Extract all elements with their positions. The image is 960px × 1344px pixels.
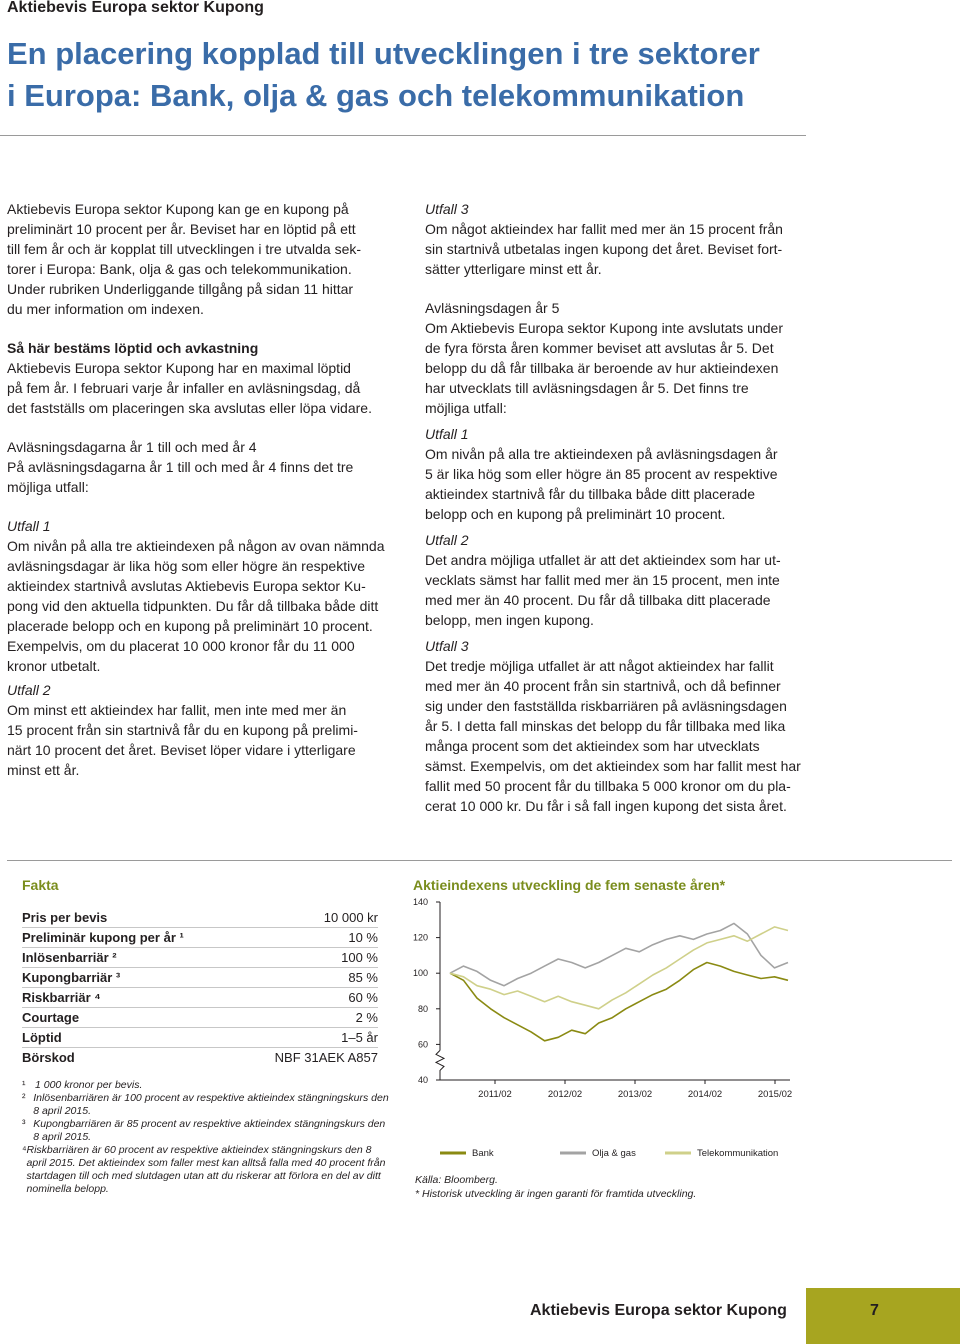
- footnote: [22, 1079, 392, 1092]
- facts-heading: Fakta: [22, 877, 59, 893]
- page-number-box: [806, 1288, 960, 1344]
- text-line: sig under den fastställda riskbarriären på avläsningsdagen: [425, 698, 787, 714]
- series-line-telekommunikation: [450, 927, 788, 1009]
- footnote-mark: ⁴: [22, 1144, 27, 1156]
- facts-label: Preliminär kupong per år ¹: [22, 930, 184, 945]
- facts-value: 85 %: [348, 970, 378, 985]
- y-tick-label: 100: [412, 968, 428, 979]
- text-line: 5 är lika hög som eller högre än 85 procent av respektive: [425, 466, 778, 482]
- facts-divider: [7, 860, 952, 861]
- x-tick-label: 2013/02: [617, 1089, 653, 1100]
- text-line: Om något aktieindex har fallit med mer än 15 procent från: [425, 221, 783, 237]
- y-tick-label: 40: [417, 1075, 428, 1085]
- text-line: sin startnivå utbetalas ingen kupong det året. Beviset fort-: [425, 241, 783, 257]
- facts-label: Kupongbarriär ³: [22, 970, 121, 985]
- text-line: kronor utbetalt.: [7, 658, 101, 674]
- facts-label: Riskbarriär ⁴: [22, 990, 101, 1005]
- text-line: Det tredje möjliga utfallet är att något aktieindex har fallit: [425, 658, 774, 674]
- text-line: på fem år. I februari varje år infaller en avläsningsdag, då: [7, 380, 361, 396]
- page-title: [7, 33, 827, 117]
- facts-row: [22, 1008, 378, 1028]
- footnote: [22, 1092, 392, 1118]
- text-line: cerat 10 000 kr. Du får i så fall ingen kupong det sista året.: [425, 798, 787, 814]
- text-line: med mer än 40 procent från sin startnivå, och då befinner: [425, 678, 781, 694]
- index-line-chart: [400, 890, 800, 1170]
- footnote: [22, 1118, 392, 1144]
- text-line: med mer än 40 procent. Du får då tillbaka ditt placerade: [425, 592, 771, 608]
- text-line: Exempelvis, om du placerat 10 000 kronor får du 11 000: [7, 638, 355, 654]
- text-line: många procent som det aktieindex som har utvecklats: [425, 738, 760, 754]
- text-line: fallit med 50 procent får du tillbaka 5 000 kronor om du pla-: [425, 778, 791, 794]
- text-line: sämst. Exempelvis, om det aktieindex som har fallit mest har: [425, 758, 801, 774]
- y-tick-label: 140: [412, 897, 428, 907]
- text-line: sätter ytterligare minst ett år.: [425, 261, 602, 277]
- utfall-heading: Utfall 1: [425, 426, 469, 442]
- footnote-text: Riskbarriären är 60 procent av respektive aktieindex stängningskurs den 8 april 2015. Det aktieindex som faller mest kan alltså falla med 40 procent från startdagen till och med slutdagen utan att du riskerar att förlora en del av ditt nominella belopp.: [26, 1144, 386, 1195]
- footnote-text: Kupongbarriären är 85 procent av respektive aktieindex stängningskurs den 8 april 2015.: [33, 1118, 386, 1143]
- footnote-text: Inlösenbarriären är 100 procent av respektive aktieindex stängningskurs den 8 april 2015.: [33, 1092, 389, 1117]
- utfall-heading: Utfall 1: [7, 518, 51, 534]
- footnote-mark: ¹: [22, 1079, 26, 1091]
- text-line: det fastställs om placeringen ska avslutas eller löpa vidare.: [7, 400, 372, 416]
- text-line: Om nivån på alla tre aktieindexen på någon av ovan nämnda: [7, 538, 385, 554]
- page-number: 7: [870, 1302, 879, 1319]
- text-line: Om Aktiebevis Europa sektor Kupong inte avslutats under: [425, 320, 783, 336]
- chart-source: Källa: Bloomberg.: [415, 1174, 498, 1186]
- text-line: Aktiebevis Europa sektor Kupong kan ge en kupong på: [7, 201, 349, 217]
- utfall-heading: Utfall 3: [425, 638, 469, 654]
- facts-value: 2 %: [355, 1010, 378, 1025]
- text-line: preliminärt 10 procent per år. Beviset har en löptid på ett: [7, 221, 356, 237]
- x-tick-label: 2011/02: [478, 1089, 512, 1100]
- running-header: Aktiebevis Europa sektor Kupong: [7, 0, 264, 16]
- utfall-heading: Utfall 2: [425, 532, 469, 548]
- text-line: Under rubriken Underliggande tillgång på sidan 11 hittar: [7, 281, 354, 297]
- facts-row: [22, 908, 378, 928]
- facts-label: Courtage: [22, 1010, 80, 1025]
- text-line: placerade belopp och en kupong på preliminärt 10 procent.: [7, 618, 373, 634]
- text-line: möjliga utfall:: [7, 479, 89, 495]
- text-line: belopp, men ingen kupong.: [425, 612, 594, 628]
- facts-label: Börskod: [22, 1050, 75, 1065]
- subsection-heading: Avläsningsdagarna år 1 till och med år 4: [7, 439, 257, 455]
- series-line-bank: [450, 963, 788, 1041]
- x-tick-label: 2012/02: [547, 1089, 583, 1100]
- left-column: [7, 199, 402, 780]
- subsection-heading: Avläsningsdagen år 5: [425, 300, 560, 316]
- facts-row: [22, 1028, 378, 1048]
- text-line: pong vid den aktuella tidpunkten. Du får då tillbaka både ditt: [7, 598, 379, 614]
- facts-value: 1–5 år: [341, 1030, 378, 1045]
- text-line: På avläsningsdagarna år 1 till och med år 4 finns det tre: [7, 459, 354, 475]
- text-line: 15 procent från sin startnivå får du en kupong på prelimi-: [7, 722, 358, 738]
- facts-label: Löptid: [22, 1030, 62, 1045]
- footnote: [22, 1144, 392, 1196]
- text-line: närt 10 procent det året. Beviset löper vidare i ytterligare: [7, 742, 356, 758]
- facts-label: Pris per bevis: [22, 910, 108, 925]
- intro-paragraph: [7, 199, 402, 319]
- text-line: till fem år och är kopplat till utvecklingen i tre utvalda sek-: [7, 241, 362, 257]
- footnote-text: 1 000 kronor per bevis.: [35, 1079, 143, 1091]
- y-tick-label: 60: [417, 1039, 428, 1050]
- legend-label: Olja & gas: [592, 1148, 636, 1159]
- footnotes: [22, 1079, 392, 1196]
- right-column: [425, 199, 820, 816]
- facts-table: [22, 908, 378, 1067]
- facts-value: NBF 31AEK A857: [274, 1050, 378, 1065]
- facts-value: 100 %: [341, 950, 378, 965]
- facts-row: [22, 988, 378, 1008]
- facts-value: 10 000 kr: [323, 910, 378, 925]
- text-line: år 5. I detta fall minskas det belopp du får tillbaka med lika: [425, 718, 786, 734]
- text-line: Om minst ett aktieindex har fallit, men inte med mer än: [7, 702, 347, 718]
- text-line: de fyra första åren kommer beviset att avslutas år 5. Det: [425, 340, 774, 356]
- legend-label: Telekommunikation: [697, 1148, 779, 1159]
- facts-row: [22, 968, 378, 988]
- footer-title: Aktiebevis Europa sektor Kupong: [530, 1302, 787, 1319]
- text-line: minst ett år.: [7, 762, 80, 778]
- text-line: Om nivån på alla tre aktieindexen på avläsningsdagen år: [425, 446, 778, 462]
- text-line: Det andra möjliga utfallet är att det aktieindex som har ut-: [425, 552, 781, 568]
- text-line: aktieindex startnivå får du tillbaka både ditt placerade: [425, 486, 755, 502]
- x-tick-label: 2015/02: [757, 1089, 793, 1100]
- facts-value: 60 %: [348, 990, 378, 1005]
- y-tick-label: 80: [417, 1003, 428, 1014]
- text-line: vecklats sämst har fallit med mer än 15 procent, men inte: [425, 572, 780, 588]
- text-line: aktieindex startnivå avslutas Aktiebevis Europa sektor Ku-: [7, 578, 366, 594]
- axis-break: [436, 1050, 444, 1080]
- section-heading: Så här bestäms löptid och avkastning: [7, 340, 259, 356]
- text-line: belopp du då får tillbaka är beroende av hur aktieindexen: [425, 360, 779, 376]
- text-line: Aktiebevis Europa sektor Kupong har en maximal löptid: [7, 360, 351, 376]
- text-line: du mer information om indexen.: [7, 301, 204, 317]
- chart-title: Aktieindexens utveckling de fem senaste åren*: [413, 877, 726, 893]
- header-divider: [0, 135, 806, 136]
- facts-value: 10 %: [348, 930, 378, 945]
- section-paragraph: [7, 358, 402, 418]
- footnote-mark: ³: [22, 1118, 26, 1130]
- page-title-line-2: i Europa: Bank, olja & gas och telekommunikation: [7, 78, 745, 113]
- utfall-heading: Utfall 2: [7, 682, 51, 698]
- series-line-olja-gas: [450, 923, 788, 985]
- page-title-line-1: En placering kopplad till utvecklingen i tre sektorer: [7, 36, 760, 71]
- facts-row: [22, 928, 378, 948]
- legend-label: Bank: [472, 1148, 494, 1159]
- y-tick-label: 120: [412, 932, 428, 943]
- facts-row: [22, 948, 378, 968]
- chart-note: * Historisk utveckling är ingen garanti för framtida utveckling.: [415, 1188, 697, 1200]
- text-line: möjliga utfall:: [425, 400, 507, 416]
- utfall-heading: Utfall 3: [425, 201, 469, 217]
- text-line: torer i Europa: Bank, olja & gas och telekommunikation.: [7, 261, 352, 277]
- text-line: har utvecklats till avläsningsdagen år 5. Det finns tre: [425, 380, 749, 396]
- text-line: belopp och en kupong på preliminärt 10 procent.: [425, 506, 726, 522]
- x-tick-label: 2014/02: [687, 1089, 723, 1100]
- footnote-mark: ²: [22, 1092, 26, 1104]
- facts-row: [22, 1048, 378, 1067]
- facts-label: Inlösenbarriär ²: [22, 950, 117, 965]
- text-line: avläsningsdagar är lika hög som eller högre än respektive: [7, 558, 365, 574]
